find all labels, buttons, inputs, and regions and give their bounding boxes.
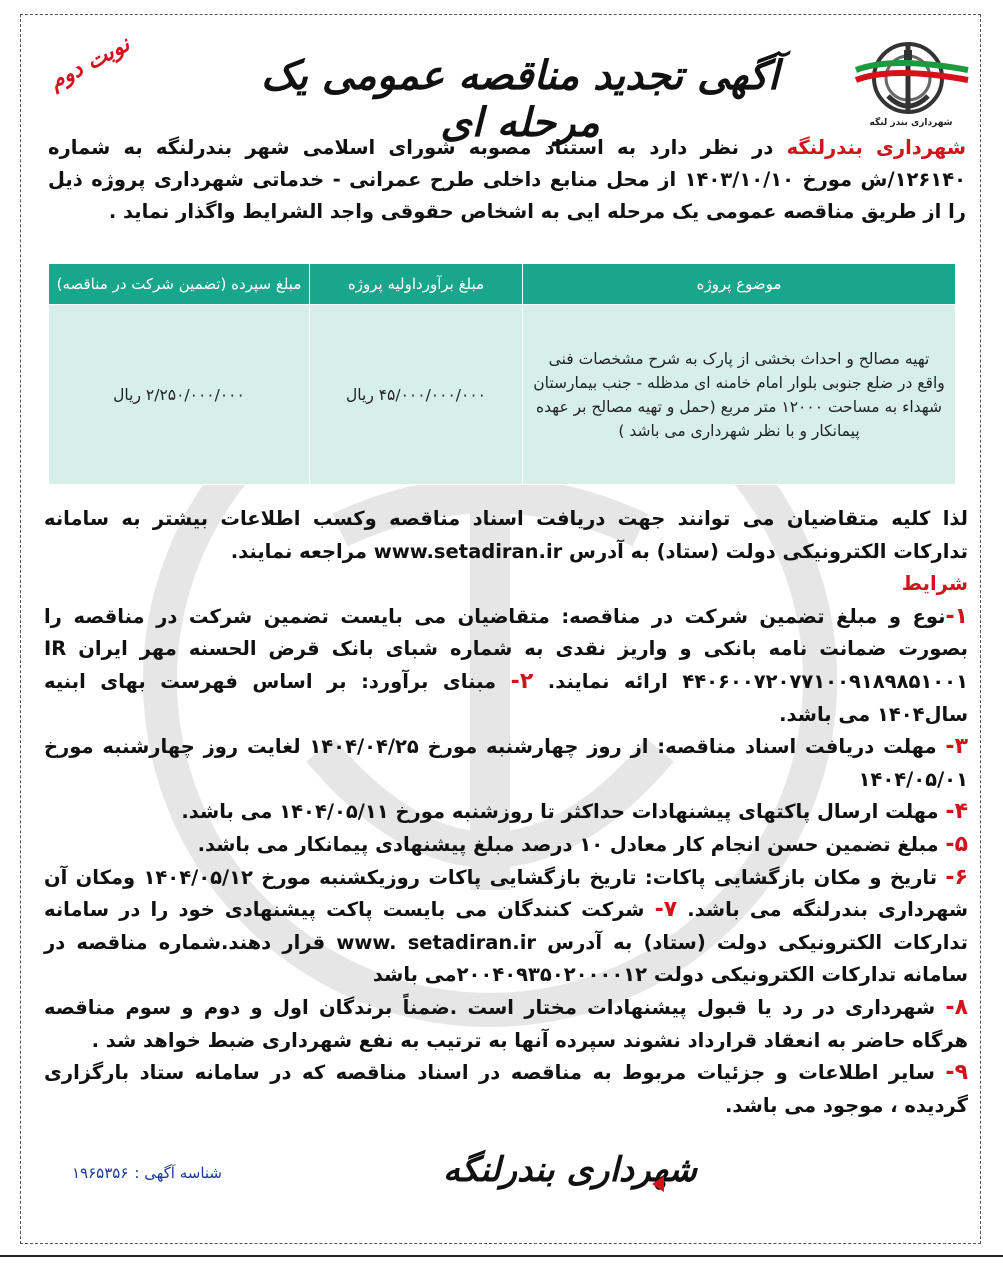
condition-9-text: سایر اطلاعات و جزئیات مربوط به مناقصه در اسناد مناقصه که در سامانه ستاد بارگزاری گردیده ، موجود می باشد.: [44, 1061, 968, 1117]
condition-8: [44, 992, 968, 1057]
condition-2-text: بر اساس فهرست بهای ابنیه سال۱۴۰۴ می باشد.: [44, 669, 968, 726]
condition-7-number: ۷-: [654, 897, 678, 923]
signature: شهرداری بندرلنگه: [443, 1150, 697, 1190]
condition-2-number: ۲-: [510, 668, 534, 694]
condition-5: [44, 829, 968, 862]
header-subject: موضوع پروژه: [523, 264, 956, 305]
condition-7-text: شرکت کنندگان می بایست پاکت پیشنهادی خود را در سامانه تدارکات الکترونیکی دولت (ستاد) به آدرس www. setadiran.ir قرار دهند.شماره مناقصه در سامانه تدارکات الکترونیکی دولت ۲۰۰۴۰۹۳۵۰۲۰۰۰۰۱۲می باشد: [44, 898, 968, 987]
condition-3-title: مهلت دریافت اسناد مناقصه:: [657, 735, 946, 759]
condition-5-number: ۵-: [945, 831, 968, 857]
round-stamp: نوبت دوم: [44, 31, 134, 95]
ad-id-value: ۱۹۶۵۳۵۶: [72, 1164, 129, 1182]
condition-2-title: مبنای برآورد:: [361, 669, 511, 693]
intro-paragraph: [48, 132, 966, 228]
header-deposit: مبلغ سپرده (تضمین شرکت در مناقصه): [49, 264, 310, 305]
condition-9-number: ۹-: [945, 1060, 968, 1086]
condition-3-number: ۳-: [945, 734, 968, 760]
condition-6-title: تاریخ و مکان بازگشایی پاکات:: [644, 865, 946, 889]
intro-text: در نظر دارد به استناد مصوبه شورای اسلامی شهر بندرلنگه به شماره ۱۲۶۱۴۰/ش مورخ ۱۴۰۳/۱۰/۱۰ از محل منابع داخلی طرح عمرانی - خدماتی شهرداری پروژه ذیل را از طریق مناقصه عمومی یک مرحله ایی به اشخاص حقوقی واجد الشرایط واگذار نماید .: [48, 136, 967, 223]
conditions-title: شرایط: [901, 572, 968, 596]
condition-6-number: ۶-: [945, 864, 968, 890]
ad-id-label: شناسه آگهی :: [134, 1164, 222, 1182]
table-header-row: [49, 264, 956, 305]
condition-4-number: ۴-: [945, 799, 968, 825]
condition-8-number: ۸-: [945, 994, 968, 1020]
project-table: [48, 263, 956, 485]
condition-1-number: ۱-: [945, 603, 969, 629]
condition-6-text: تاریخ بازگشایی پاکات روزیکشنبه مورخ ۱۴۰۴/۰۵/۱۲ ومکان آن شهرداری بندرلنگه می باشد.: [44, 865, 968, 922]
project-subject: تهیه مصالح و احداث بخشی از پارک به شرح مشخصات فنی واقع در ضلع جنوبی بلوار امام خامنه ای مدظله - جنب بیمارستان شهداء به مساحت ۱۲۰۰۰ متر مربع (حمل و تهیه مصالح بر عهده پیمانکار و با نظر شهرداری می باشد ): [523, 305, 956, 485]
condition-1: [44, 601, 968, 731]
ad-title: آگهی تجدید مناقصه عمومی یک مرحله ای: [260, 52, 779, 146]
condition-1-title: نوع و مبلغ تضمین شرکت در مناقصه:: [561, 604, 946, 628]
conditions-body: [44, 503, 968, 1122]
ad-footer: [40, 1150, 970, 1220]
condition-9: [44, 1057, 968, 1122]
bottom-divider: [0, 1255, 1003, 1257]
condition-3: [44, 731, 968, 796]
condition-4: [44, 796, 968, 829]
intro-organization: شهرداری بندرلنگه: [786, 136, 966, 159]
logo-caption: شهرداری بندر لنگه: [869, 118, 953, 128]
municipality-logo: [852, 30, 970, 130]
condition-8-text: شهرداری در رد یا قبول پیشنهادات مختار است .ضمناً برندگان اول و دوم و سوم مناقصه هرگاه حاضر به انعقاد قرارداد نشوند سپرده آنها به ترتیب به نفع شهرداری ضبط خواهد شد .: [44, 995, 968, 1052]
ad-header: [40, 30, 970, 146]
condition-4-text: مهلت ارسال پاکتهای پیشنهادات حداکثر تا روزشنبه مورخ ۱۴۰۴/۰۵/۱۱ می باشد.: [181, 800, 946, 824]
access-paragraph: لذا کلیه متقاضیان می توانند جهت دریافت اسناد مناقصه وکسب اطلاعات بیشتر به سامانه تدارکات الکترونیکی دولت (ستاد) به آدرس www.setadiran.ir مراجعه نمایند.: [44, 507, 968, 563]
ad-id: [72, 1164, 222, 1182]
pointer-arrow-icon: [652, 1176, 664, 1192]
condition-1-text: متقاضیان می بایست تضمین شرکت در مناقصه را بصورت ضمانت نامه بانکی و واریز نقدی به شماره شبای بانک قرض الحسنه مهر ایران IR ۴۴۰۶۰۰۷۲۰۷۷۱۰۰۹۱۸۹۸۵۱۰۰۱ ارائه نمایند.: [44, 604, 968, 693]
condition-5-text: مبلغ تضمین حسن انجام کار معادل ۱۰ درصد مبلغ پیشنهادی پیمانکار می باشد.: [197, 832, 946, 856]
project-estimate: ۴۵/۰۰۰/۰۰۰/۰۰۰ ریال: [310, 305, 523, 485]
project-deposit: ۲/۲۵۰/۰۰۰/۰۰۰ ریال: [49, 305, 310, 485]
table-row: [49, 305, 956, 485]
condition-6: [44, 862, 968, 992]
condition-3-text: از روز چهارشنبه مورخ ۱۴۰۴/۰۴/۲۵ لغایت روز چهارشنبه مورخ ۱۴۰۴/۰۵/۰۱: [44, 735, 968, 791]
header-estimate: مبلغ برآورداولیه پروژه: [310, 264, 523, 305]
